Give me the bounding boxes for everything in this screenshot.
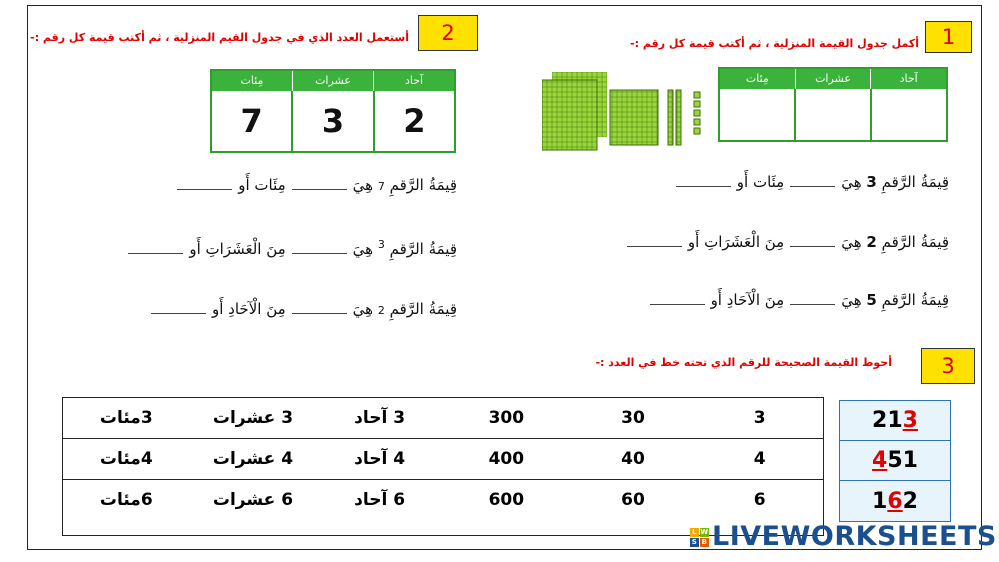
blank-input[interactable]: [292, 188, 347, 190]
liveworksheets-logo-icon: L W S B: [691, 528, 709, 546]
section2-line-1: قِيمَةُ الرَّقمِ 7 هِيَمِئَات أَو: [171, 176, 457, 194]
option[interactable]: 4مئات: [99, 449, 153, 469]
blank-input[interactable]: [676, 185, 731, 187]
header-tens: عشرات: [795, 69, 871, 89]
header-hundreds: مِئات: [240, 74, 264, 87]
option[interactable]: 3 آحاد: [354, 408, 406, 428]
options-row-1: [63, 398, 823, 439]
liveworksheets-logo: [690, 521, 997, 552]
section2-table-cells: [212, 91, 454, 151]
underlined-digit: 6: [887, 488, 903, 514]
liveworksheets-logo-text: LIVEWORKSHEETS: [712, 521, 997, 552]
section1-line-3: قِيمَةُ الرَّقمِ 5 هِيَمِنَ الْآحَادِ أَو: [644, 291, 949, 309]
underlined-digit: 4: [872, 448, 888, 473]
section1-table-header: [720, 69, 946, 89]
ones-cubes: [694, 92, 700, 134]
blank-input[interactable]: [128, 252, 183, 254]
option[interactable]: 4 عشرات: [212, 449, 294, 469]
underlined-digit: 3: [902, 408, 918, 433]
section1-place-value-table: [718, 67, 948, 142]
blank-input[interactable]: [151, 312, 206, 314]
blank-input[interactable]: [177, 188, 232, 190]
header-ones: آحاد: [870, 69, 946, 89]
cell-hundreds[interactable]: [720, 89, 794, 140]
option[interactable]: 300: [488, 408, 525, 428]
blank-input[interactable]: [292, 252, 347, 254]
option[interactable]: 40: [621, 449, 645, 469]
number-cell-3: 1 6 2: [872, 488, 918, 514]
section3-instruction: أحوط القيمة الصحيحة للرقم الذي تحته خط في العدد :-: [595, 356, 892, 369]
hundreds-block-1: [542, 72, 607, 150]
value-hundreds: 7: [240, 102, 263, 140]
section1-table-cells[interactable]: [720, 89, 946, 140]
option[interactable]: 6: [753, 490, 766, 510]
section2-instruction: أستعمل العدد الذي في جدول القيم المنزلية ، ثم أكتب قيمة كل رقم :-: [30, 31, 409, 44]
option[interactable]: 600: [488, 490, 525, 510]
section1-number: 1: [941, 25, 956, 49]
section3-number: 3: [941, 354, 955, 378]
section2-table-header: [212, 71, 454, 91]
option[interactable]: 6 آحاد: [354, 490, 406, 510]
section2-number: 2: [441, 21, 455, 45]
blank-input[interactable]: [790, 185, 835, 187]
option[interactable]: 60: [621, 490, 645, 510]
section3-numbers-column: [839, 400, 951, 522]
section3-options-table: [62, 397, 824, 536]
header-hundreds: مِئات: [745, 72, 769, 85]
blank-input[interactable]: [790, 245, 835, 247]
options-row-2: [63, 439, 823, 480]
section2-place-value-table: [210, 69, 456, 153]
option[interactable]: 3: [753, 408, 766, 428]
blank-input[interactable]: [790, 303, 835, 305]
section2-line-3: قِيمَةُ الرَّقمِ 2 هِيَمِنَ الْآحَادِ أَو: [145, 300, 457, 318]
hundreds-block-2: [610, 90, 658, 145]
option[interactable]: 3 عشرات: [212, 408, 294, 428]
blank-input[interactable]: [627, 245, 682, 247]
cell-ones[interactable]: [870, 89, 946, 140]
section1-instruction: أكمل جدول القيمة المنزلية ، ثم أكتب قيمة كل رقم :-: [630, 37, 919, 50]
value-tens: 3: [291, 91, 372, 151]
header-ones: آحاد: [373, 71, 454, 91]
option[interactable]: 4 آحاد: [354, 449, 406, 469]
section1-line-2: قِيمَةُ الرَّقمِ 2 هِيَمِنَ الْعَشَرَاتِ أَو: [621, 233, 949, 251]
number-cell-2: 4 51: [840, 441, 950, 481]
option[interactable]: 3مئات: [99, 408, 153, 428]
option[interactable]: 6 عشرات: [212, 490, 294, 510]
cell-tens[interactable]: [794, 89, 870, 140]
number-cell-1: 21 3: [840, 401, 950, 441]
option[interactable]: 6مئات: [99, 490, 153, 510]
base-ten-blocks-image: [542, 72, 712, 162]
section2-line-2: قِيمَةُ الرَّقمِ $^3$ هِيَمِنَ الْعَشَرَاتِ أَو: [122, 238, 457, 258]
section1-number-box: [925, 21, 972, 53]
option[interactable]: 4: [753, 449, 766, 469]
option[interactable]: 30: [621, 408, 645, 428]
section3-number-box: [921, 348, 975, 384]
blank-input[interactable]: [650, 303, 705, 305]
value-ones: 2: [373, 91, 454, 151]
section1-line-1: قِيمَةُ الرَّقمِ 3 هِيَمِئَات أَو: [670, 173, 949, 191]
section2-number-box: [418, 15, 478, 51]
tens-rods: [668, 90, 681, 145]
blank-input[interactable]: [292, 312, 347, 314]
option[interactable]: 400: [488, 449, 525, 469]
header-tens: عشرات: [292, 71, 373, 91]
